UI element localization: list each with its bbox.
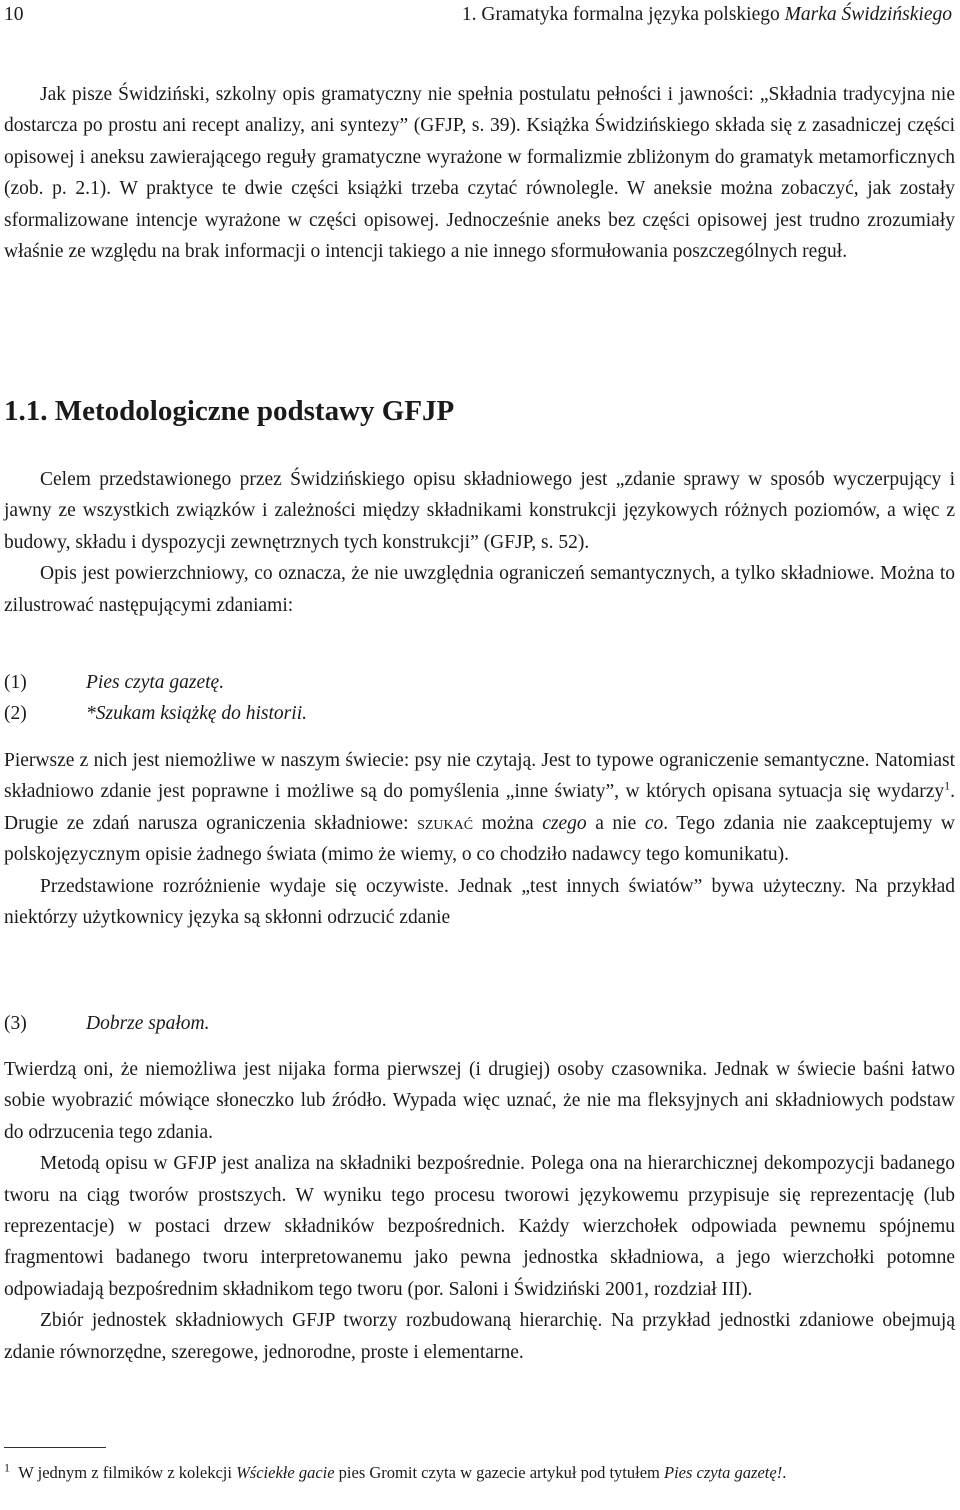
text-run: . Tego zdania nie zaakceptujemy w polskojęzycznym opisie żadnego świata (mimo że wiemy, o co chodziło nadawcy tego komunikatu). bbox=[4, 812, 956, 866]
paragraph-methodology bbox=[4, 464, 955, 621]
running-head-title-italic: Marka Świdzińskiego bbox=[784, 4, 952, 25]
paragraph-hierarchy: Zbiór jednostek składniowych GFJP tworzy rozbudowaną hierarchię. Na przykład jednostki zdaniowe obejmują zdanie równorzędne, szeregowe, jednorodne, proste i elementarne. bbox=[4, 1310, 955, 1363]
paragraph-other-worlds: Przedstawione rozróżnienie wydaje się oczywiste. Jednak „test innych światów” bywa użyteczny. Na przykład niektórzy użytkownicy języka są skłonni odrzucić zdanie bbox=[4, 875, 955, 929]
example-number: (2) bbox=[4, 703, 27, 725]
example-number: (1) bbox=[4, 672, 27, 693]
footnote-text: pies Gromit czyta w gazecie artykuł pod tytułem bbox=[334, 1463, 664, 1482]
section-heading: 1.1. Metodologiczne podstawy GFJP bbox=[4, 395, 455, 427]
running-head-title bbox=[462, 4, 952, 26]
text-run: . Drugie ze zdań narusza ograniczenia składniowe: bbox=[4, 781, 955, 834]
footnote-mark: 1 bbox=[4, 1460, 10, 1475]
text-run: Pierwsze z nich jest niemożliwe w naszym świecie: psy nie czytają. Jest to typowe ograniczenie semantyczne. Natomiast składniowo zdanie jest poprawne i możliwe są do pomyślenia „inne światy”, w których opisana sytuacja się wydarzy bbox=[4, 750, 955, 803]
example-list-2 bbox=[4, 1008, 210, 1039]
paragraph-analysis bbox=[4, 1054, 955, 1368]
paragraph-ic-analysis: Metodą opisu w GFJP jest analiza na składniki bezpośrednie. Polega ona na hierarchicznej dekompozycji badanego tworu na ciąg tworów prostszych. W wyniku tego procesu tworowi językowemu przypisuje się reprezentację (lub reprezentacje) w postaci drzew składników bezpośrednich. Każdy wierzchołek odpowiada pewnemu spójnemu fragmentowi badanego tworu interpretowanemu jako pewna jednostka składniowa, a jego wierzchołki potomne odpowiadają bezpośrednim składnikom tego tworu (por. Saloni i Świdziński 2001, rozdział III). bbox=[4, 1153, 955, 1300]
page-number: 10 bbox=[4, 4, 24, 25]
footnote bbox=[4, 1460, 955, 1485]
italic-word: czego bbox=[542, 812, 587, 834]
paragraph-semantic-vs-syntactic bbox=[4, 745, 955, 871]
footnote-rule bbox=[4, 1447, 106, 1448]
footnote-reference[interactable]: 1 bbox=[944, 778, 951, 793]
example-item bbox=[4, 698, 307, 729]
paragraph-neuter-form: Twierdzą oni, że niemożliwa jest nijaka forma pierwszej (i drugiej) osoby czasownika. Jednak w świecie baśni łatwo sobie wyobrazić mówiące słoneczko lub źródło. Wypada więc uznać, że nie ma fleksyjnych ani składniowych podstaw do odrzucenia tego zdania. bbox=[4, 1059, 955, 1143]
smallcaps-word: szukać bbox=[417, 812, 474, 834]
footnote-film-title: Wściekłe gacie bbox=[236, 1463, 335, 1482]
footnote-text: . bbox=[782, 1463, 787, 1482]
example-list-1 bbox=[4, 667, 307, 730]
example-sentence: *Szukam książkę do historii. bbox=[86, 703, 307, 725]
paragraph-intro-text: Jak pisze Świdziński, szkolny opis gramatyczny nie spełnia postulatu pełności i jawności: „Składnia tradycyjna nie dostarcza po prostu ani recept analizy, ani syntezy” (GFJP, s. 39). Książka Świdzińskiego składa się z zasadniczej części opisowej i aneksu zawierającego reguły gramatyczne wyrażone w formalizmie zbliżonym do gramatyk metamorficznych (zob. p. 2.1). W praktyce te dwie części książki trzeba czytać równolegle. W aneksie można zobaczyć, jak zostały sformalizowane intencje wyrażone w części opisowej. Jednocześnie aneks bez części opisowej jest trudno zrozumiały właśnie ze względu na brak informacji o intencji takiego a nie innego sformułowania poszczególnych reguł. bbox=[4, 84, 955, 263]
running-head bbox=[4, 4, 956, 30]
text-run: można bbox=[473, 812, 543, 834]
paragraph-goal: Celem przedstawionego przez Świdzińskiego opisu składniowego jest „zdanie sprawy w sposób wyczerpujący i jawny ze wszystkich związków i zależności między składnikami konstrukcji językowych różnych poziomów, a więc z budowy, składu i dyspozycji zewnętrznych tych konstrukcji” (GFJP, s. 52). bbox=[4, 469, 955, 553]
paragraph-surface: Opis jest powierzchniowy, co oznacza, że nie uwzględnia ograniczeń semantycznych, a tylko składniowe. Można to zilustrować następującymi zdaniami: bbox=[4, 563, 955, 616]
paragraph-intro bbox=[4, 79, 955, 267]
footnote-article-title: Pies czyta gazetę! bbox=[663, 1463, 783, 1482]
example-item bbox=[4, 667, 307, 698]
example-item bbox=[4, 1008, 210, 1039]
example-sentence: Pies czyta gazetę. bbox=[86, 672, 225, 693]
running-head-title-text: 1. Gramatyka formalna języka polskiego bbox=[461, 4, 785, 25]
paragraph-discussion bbox=[4, 745, 955, 933]
italic-word: co bbox=[644, 812, 664, 834]
example-number: (3) bbox=[4, 1013, 27, 1034]
example-sentence: Dobrze spałom. bbox=[86, 1013, 210, 1034]
text-run: a nie bbox=[586, 812, 645, 834]
footnote-text: W jednym z filmików z kolekcji bbox=[18, 1463, 237, 1482]
